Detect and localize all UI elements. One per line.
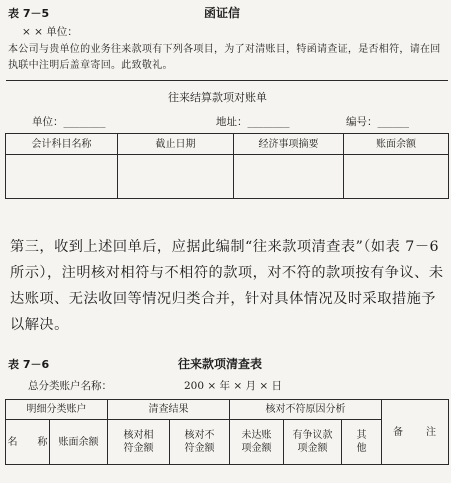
col-pending-line-1: 未达账 bbox=[241, 430, 272, 441]
body-paragraph: 第三，收到上述回单后，应据此编制“往来款项清查表”（如表 7－6 所示），注明核对相符与不相符的款项，对不符的款项按有争议、未达账项、无法收回等情况归类合并，针对具体情况及时采取措施予以解决。 bbox=[10, 239, 444, 333]
cell-blank bbox=[344, 155, 449, 199]
number-label: 编号： bbox=[346, 116, 378, 128]
letter-title: 函证信 bbox=[204, 6, 241, 20]
group-detail-account: 明细分类账户 bbox=[6, 400, 108, 420]
letter-body: 本公司与贵单位的业务往来款项有下列各项目，为了对清账目，特函请查证，是否相符，请在回执联中注明后盖章寄回。此致敬礼。 bbox=[8, 44, 441, 71]
checklist-group-row bbox=[6, 400, 449, 420]
ledger-label: 总分类账户名称： bbox=[28, 380, 112, 392]
number-blank: ______ bbox=[377, 116, 409, 128]
col-note: 备 注 bbox=[382, 400, 449, 465]
checklist-date: 200 × 年 × 月 × 日 bbox=[184, 380, 282, 392]
col-summary: 经济事项摘要 bbox=[234, 134, 344, 155]
col-book-balance: 账面余额 bbox=[344, 134, 449, 155]
group-mismatch-reason: 核对不符原因分析 bbox=[230, 400, 382, 420]
statement-header-row bbox=[6, 134, 449, 155]
cell-blank bbox=[234, 155, 344, 199]
col-disputed-line-2: 项金额 bbox=[297, 443, 328, 454]
col-matched-line-1: 核对相 bbox=[123, 430, 154, 441]
address-field bbox=[216, 114, 290, 129]
col-mismatched-line-2: 符金额 bbox=[184, 443, 215, 454]
letter-divider bbox=[6, 80, 448, 81]
table-7-6-number: 表 7－6 bbox=[8, 358, 50, 371]
group-check-result: 清查结果 bbox=[108, 400, 230, 420]
col-pending-amount bbox=[230, 420, 284, 465]
checklist-title: 往来款项清查表 bbox=[178, 357, 263, 371]
col-other: 其 他 bbox=[342, 420, 382, 465]
table-7-5-number: 表 7－5 bbox=[8, 7, 50, 20]
col-disputed-line-1: 有争议款 bbox=[292, 430, 333, 441]
col-disputed-amount bbox=[284, 420, 342, 465]
cell-blank bbox=[118, 155, 234, 199]
statement-table bbox=[5, 133, 449, 199]
address-blank: ________ bbox=[247, 116, 290, 128]
col-mismatched-line-1: 核对不 bbox=[184, 430, 215, 441]
col-account-name: 会计科目名称 bbox=[6, 134, 118, 155]
col-mismatched-amount bbox=[170, 420, 230, 465]
number-field bbox=[346, 114, 409, 129]
col-matched-amount bbox=[108, 420, 170, 465]
unit-field bbox=[32, 114, 106, 129]
col-cutoff-date: 截止日期 bbox=[118, 134, 234, 155]
col-balance: 账面余额 bbox=[50, 420, 108, 465]
col-pending-line-2: 项金额 bbox=[241, 443, 272, 454]
unit-blank: ________ bbox=[63, 116, 106, 128]
col-name: 名 称 bbox=[6, 420, 50, 465]
statement-blank-row bbox=[6, 155, 449, 199]
col-matched-line-2: 符金额 bbox=[123, 443, 154, 454]
letter-salutation: × × 单位： bbox=[22, 26, 78, 38]
checklist-table bbox=[5, 399, 449, 465]
cell-blank bbox=[6, 155, 118, 199]
unit-label: 单位： bbox=[32, 116, 64, 128]
statement-title: 往来结算款项对账单 bbox=[168, 91, 267, 104]
address-label: 地址： bbox=[216, 116, 248, 128]
